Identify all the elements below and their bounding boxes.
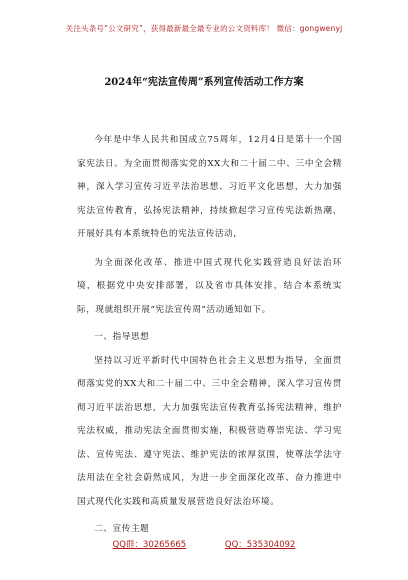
- guiding-paragraph: 坚持以习近平新时代中国特色社会主义思想为指导，全面贯彻落实党的XX大和二十届二中、三中全会精神，深入学习宣传贯彻习近平法治思想，大力加强宪法宣传教育弘扬宪法精神，维护宪法权威，推动宪法全面贯彻实施，积极营造尊崇宪法、学习宪法、宣传宪法、遵守宪法、维护宪法的浓厚氛围，使尊法学法守法用法在全社会蔚然成风，为进一步全面深化改革、奋力推进中国式现代化实践和高质量发展营造良好法治环境。: [77, 355, 342, 507]
- qq-group-link[interactable]: QQ群：30265665: [112, 540, 187, 550]
- section-heading-theme: 二、宣传主题: [94, 524, 150, 534]
- document-body: [77, 129, 342, 542]
- intro-paragraph: 今年是中华人民共和国成立75周年，12月4日是第十一个国家宪法日。为全面贯彻落实党的XX大和二十届二中、三中全会精神，深入学习宣传习近平法治思想、习近平文化思想，大力加强宪法宣传教育，弘扬宪法精神，持续掀起学习宣传宪法新热潮，开展好具有本系统特色的宪法宣传活动，: [77, 135, 342, 239]
- document-title: 2024年“宪法宣传周”系列宣传活动工作方案: [104, 77, 304, 88]
- contact-footer: [0, 538, 408, 550]
- promo-header: 关注头条号“公文研究”，获得最新最全最专业的公文资料库！ 微信：gongwenyj: [65, 24, 343, 33]
- purpose-paragraph: 为全面深化改革、推进中国式现代化实践营造良好法治环境，根据党中央安排部署，以及省市具体安排，结合本系统实际，现就组织开展“宪法宣传周”活动通知如下。: [77, 257, 342, 315]
- section-heading-guiding: 一、指导思想: [94, 332, 150, 342]
- qq-contact-link[interactable]: QQ：535304092: [224, 540, 296, 550]
